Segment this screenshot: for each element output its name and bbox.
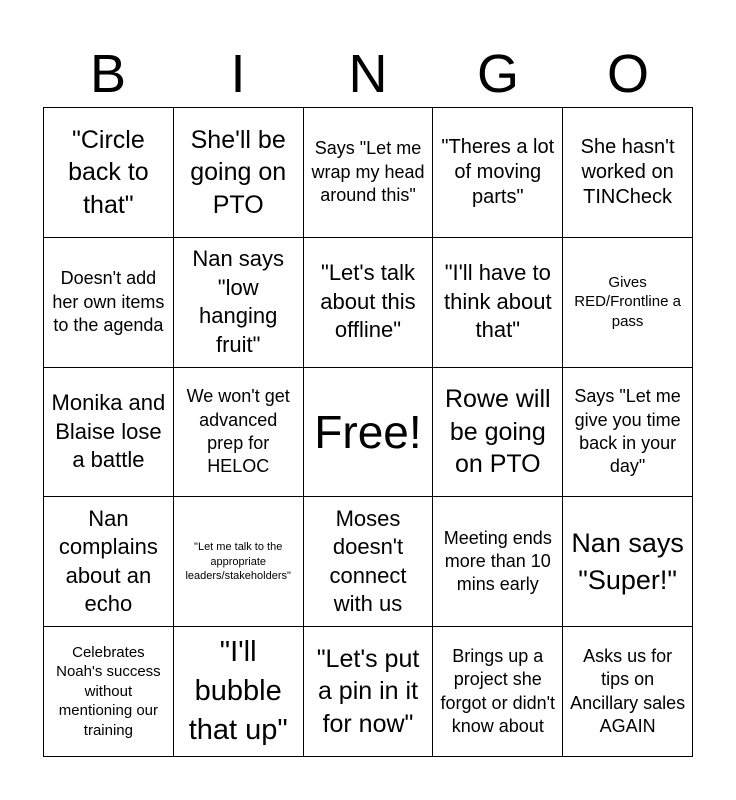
cell-text: Moses doesn't connect with us bbox=[329, 505, 407, 617]
header-letter-o: O bbox=[606, 44, 649, 104]
bingo-cell-r4c1[interactable] bbox=[44, 497, 174, 627]
bingo-cell-r2c4[interactable] bbox=[433, 238, 563, 368]
bingo-cell-r1c3[interactable] bbox=[304, 108, 434, 238]
bingo-cell-r3c2[interactable] bbox=[174, 368, 304, 498]
header-letter-i: I bbox=[230, 44, 246, 104]
header-letter-n: N bbox=[348, 44, 388, 104]
cell-text: "Let's talk about this offline" bbox=[320, 260, 416, 343]
bingo-cell-r3c4[interactable] bbox=[433, 368, 563, 498]
bingo-cell-r5c3[interactable] bbox=[304, 627, 434, 757]
bingo-cell-r2c2[interactable] bbox=[174, 238, 304, 368]
cell-text: Doesn't add her own items to the agenda bbox=[52, 268, 165, 335]
bingo-cell-r1c4[interactable] bbox=[433, 108, 563, 238]
cell-text: Nan says "low hanging fruit" bbox=[192, 246, 285, 357]
cell-text: "I'll have to think about that" bbox=[443, 260, 552, 343]
bingo-cell-r2c5[interactable] bbox=[563, 238, 693, 368]
bingo-cell-r4c2[interactable] bbox=[174, 497, 304, 627]
header-letter-b: B bbox=[89, 44, 127, 104]
bingo-cell-r5c1[interactable] bbox=[44, 627, 174, 757]
bingo-cell-r1c2[interactable] bbox=[174, 108, 304, 238]
cell-text: "Let's put a pin in it for now" bbox=[316, 644, 420, 738]
cell-text: Says "Let me wrap my head around this" bbox=[311, 138, 425, 206]
cell-text: Brings up a project she forgot or didn't know about bbox=[440, 645, 556, 736]
bingo-cell-r4c4[interactable] bbox=[433, 497, 563, 627]
cell-text: Celebrates Noah's success without mentioning our training bbox=[56, 643, 161, 739]
bingo-cell-r1c1[interactable] bbox=[44, 108, 174, 238]
bingo-cell-r1c5[interactable] bbox=[563, 108, 693, 238]
cell-text: Free! bbox=[314, 405, 422, 458]
cell-text: She'll be going on PTO bbox=[190, 125, 287, 219]
cell-text: "I'll bubble that up" bbox=[188, 635, 288, 747]
bingo-cell-r2c3[interactable] bbox=[304, 238, 434, 368]
bingo-cell-r3c1[interactable] bbox=[44, 368, 174, 498]
cell-text: "Circle back to that" bbox=[68, 125, 149, 219]
cell-text: Nan says "Super!" bbox=[571, 527, 684, 595]
bingo-board bbox=[43, 107, 693, 757]
cell-text: "Let me talk to the appropriate leaders/stakeholders" bbox=[185, 541, 291, 582]
bingo-cell-r4c5[interactable] bbox=[563, 497, 693, 627]
bingo-cell-r2c1[interactable] bbox=[44, 238, 174, 368]
bingo-header bbox=[43, 40, 693, 108]
bingo-cell-r5c2[interactable] bbox=[174, 627, 304, 757]
cell-text: Asks us for tips on Ancillary sales AGAIN bbox=[570, 645, 686, 736]
cell-text: Meeting ends more than 10 mins early bbox=[443, 527, 552, 595]
cell-text: Rowe will be going on PTO bbox=[444, 385, 551, 479]
cell-text: She hasn't worked on TINCheck bbox=[580, 135, 675, 208]
cell-text: Gives RED/Frontline a pass bbox=[574, 273, 681, 330]
cell-text: Monika and Blaise lose a battle bbox=[51, 390, 166, 473]
cell-text: Says "Let me give you time back in your day" bbox=[574, 386, 681, 477]
cell-text: Nan complains about an echo bbox=[58, 505, 158, 617]
bingo-cell-r4c3[interactable] bbox=[304, 497, 434, 627]
cell-text: "Theres a lot of moving parts" bbox=[441, 135, 555, 208]
cell-text: We won't get advanced prep for HELOC bbox=[186, 386, 290, 477]
bingo-cell-r3c5[interactable] bbox=[563, 368, 693, 498]
free-space-cell[interactable] bbox=[304, 368, 434, 498]
header-letter-g: G bbox=[476, 44, 519, 104]
bingo-cell-r5c4[interactable] bbox=[433, 627, 563, 757]
bingo-cell-r5c5[interactable] bbox=[563, 627, 693, 757]
